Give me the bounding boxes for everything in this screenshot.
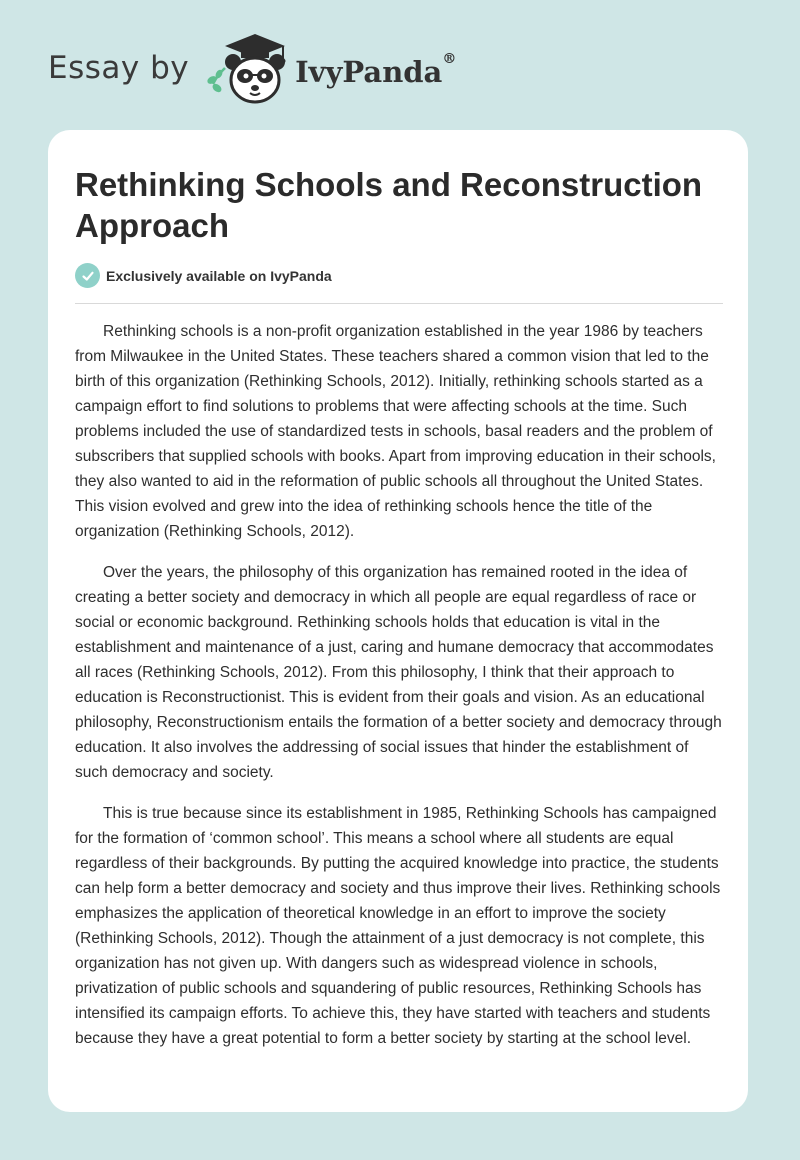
- panda-graduate-icon[interactable]: [203, 28, 291, 108]
- essay-card: [48, 130, 748, 1112]
- page-title: Rethinking Schools and Reconstruction Approach: [75, 166, 703, 244]
- paragraph: Over the years, the philosophy of this organization has remained rooted in the idea of creating a better society and democracy in which all people are equal regardless of race or social or economic background. Rethinking schools holds that education is vital in the establishment and maintenance of a just, caring and humane democracy that accommodates all races (Rethinking Schools, 2012). From this philosophy, I think that their approach to education is Reconstructionist. This is evident from their goals and vision. As an educational philosophy, Reconstructionism entails the formation of a better society and democracy through education. It also involves the addressing of social issues that hinder the establishment of such democracy and society.: [75, 564, 722, 781]
- paragraph: This is true because since its establishment in 1985, Rethinking Schools has campaigned for the formation of ‘common school’. This means a school where all students are equal regardless of their backgrounds. By putting the acquired knowledge into practice, the students can help form a better democracy and society and thus improve their lives. Rethinking schools emphasizes the application of theoretical knowledge in an effort to improve the society (Rethinking Schools, 2012). Though the attainment of a just democracy is not complete, this organization has not given up. With dangers such as widespread violence in schools, privatization of public schools and squandering of public resources, Rethinking Schools has intensified its campaign efforts. To achieve this, they have started with teachers and students because they have a great potential to form a better society by starting at the school level.: [75, 805, 721, 1047]
- exclusive-badge: [75, 263, 332, 288]
- site-header: [48, 28, 456, 108]
- registered-mark: ®: [442, 51, 457, 67]
- paragraph: Rethinking schools is a non-profit organization established in the year 1986 by teachers from Milwaukee in the United States. These teachers shared a common vision that led to the birth of this organization (Rethinking Schools, 2012). Initially, rethinking schools started as a campaign effort to find solutions to problems that were affecting schools at the time. Such problems included the use of standardized tests in schools, basal readers and the problem of subscribers that supplied schools with books. Apart from improving education in their schools, they also wanted to aid in the reformation of public schools all throughout the United States. This vision evolved and grew into the idea of rethinking schools hence the title of the organization (Rethinking Schools, 2012).: [75, 323, 716, 540]
- exclusive-badge-label: Exclusively available on IvyPanda: [106, 267, 332, 284]
- check-icon: [75, 263, 100, 288]
- divider: [75, 303, 723, 304]
- essay-body: [75, 319, 725, 1067]
- essay-by-label: Essay by: [48, 50, 190, 86]
- brand-name[interactable]: [295, 51, 457, 89]
- brand-label: IvyPanda: [295, 55, 443, 89]
